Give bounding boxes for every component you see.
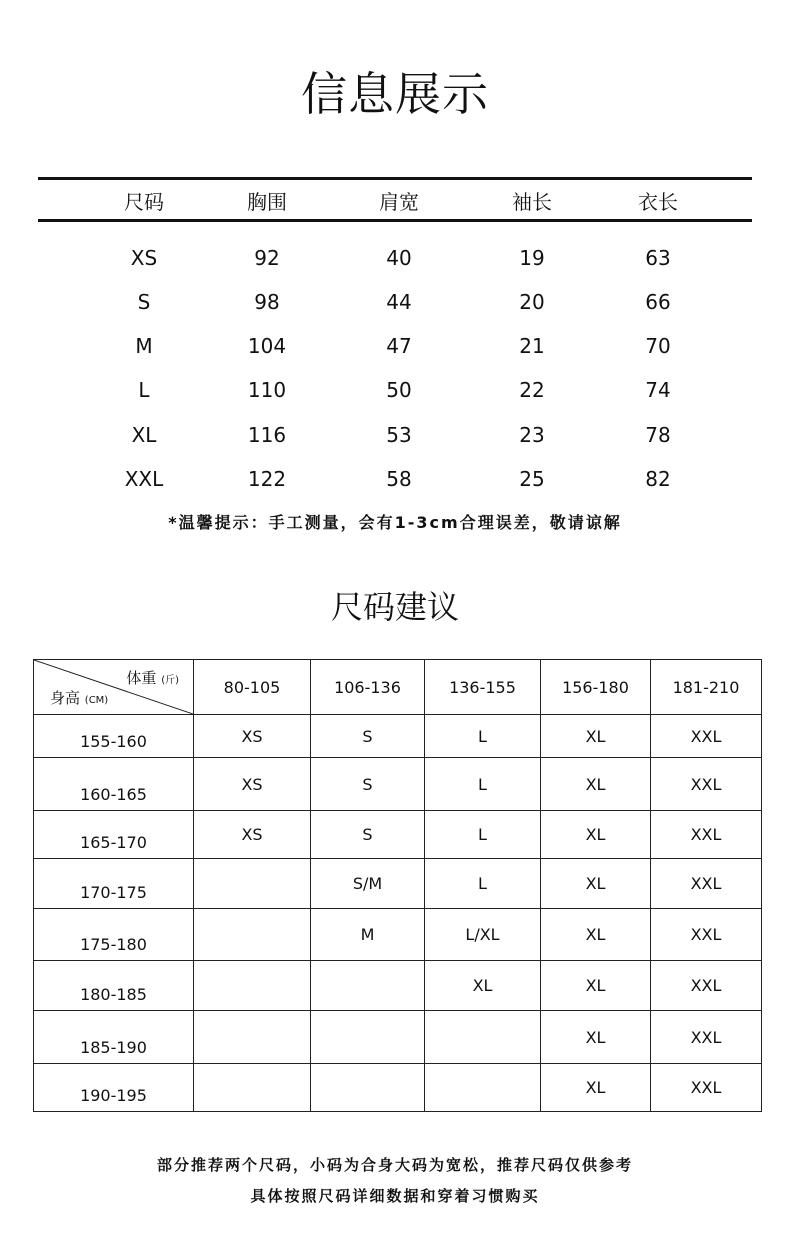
chest-cell: 98 — [254, 290, 280, 314]
table-row — [0, 459, 790, 499]
size-cell: L/XL — [425, 909, 541, 961]
table-row — [0, 415, 790, 455]
size-cell — [194, 961, 311, 1011]
size-cell: XS — [194, 715, 311, 758]
size-cell: L — [425, 811, 541, 859]
size-cell: L — [138, 378, 150, 402]
size-cell: L — [425, 758, 541, 811]
size-cell: XXL — [651, 758, 762, 811]
size-cell — [194, 1011, 311, 1064]
size-cell: XL — [541, 811, 651, 859]
size-cell: XXL — [651, 909, 762, 961]
measurement-note: *温馨提示：手工测量，会有1-3cm合理误差，敬请谅解 — [168, 513, 622, 532]
weight-label: 体重 — [126, 669, 157, 687]
table-row — [0, 370, 790, 410]
table-row — [0, 326, 790, 366]
info-title: 信息展示 — [301, 67, 489, 121]
size-cell — [311, 1011, 425, 1064]
table-row — [34, 961, 762, 1011]
table-row — [34, 715, 762, 758]
size-cell: S/M — [311, 859, 425, 909]
size-cell: M — [311, 909, 425, 961]
height-range: 175-180 — [34, 909, 194, 961]
height-range: 165-170 — [34, 811, 194, 859]
length-cell: 66 — [645, 290, 671, 314]
size-cell — [311, 1064, 425, 1112]
weight-range: 80-105 — [194, 660, 311, 715]
table-row — [0, 238, 790, 278]
size-cell: XXL — [651, 1064, 762, 1112]
length-cell: 63 — [645, 246, 671, 270]
shoulder-cell: 47 — [386, 334, 412, 358]
height-range: 180-185 — [34, 961, 194, 1011]
sleeve-cell: 20 — [519, 290, 545, 314]
table-header-rule — [38, 219, 752, 222]
weight-range: 136-155 — [425, 660, 541, 715]
size-cell: XXL — [651, 715, 762, 758]
height-range: 185-190 — [34, 1011, 194, 1064]
table-row — [34, 811, 762, 859]
size-cell: S — [311, 715, 425, 758]
sleeve-cell: 22 — [519, 378, 545, 402]
table-row — [34, 909, 762, 961]
size-cell: XS — [130, 246, 158, 270]
height-range: 160-165 — [34, 758, 194, 811]
chest-cell: 122 — [247, 467, 287, 491]
shoulder-cell: 40 — [386, 246, 412, 270]
size-cell: XL — [541, 1064, 651, 1112]
size-cell: XL — [541, 909, 651, 961]
height-label: 身高 — [50, 689, 81, 707]
length-cell: 78 — [645, 423, 671, 447]
height-range: 190-195 — [34, 1064, 194, 1112]
weight-unit: (斤) — [161, 675, 179, 686]
recommend-note-line-2: 具体按照尺码详细数据和穿着习惯购买 — [250, 1187, 540, 1205]
size-cell — [425, 1064, 541, 1112]
weight-range: 156-180 — [541, 660, 651, 715]
header-sleeve: 袖长 — [512, 190, 552, 214]
size-cell — [194, 909, 311, 961]
size-cell: XS — [194, 758, 311, 811]
size-cell: S — [311, 811, 425, 859]
height-unit: (CM) — [84, 695, 109, 706]
length-cell: 70 — [645, 334, 671, 358]
size-cell — [425, 1011, 541, 1064]
size-recommend-table — [33, 659, 762, 1112]
size-cell: S — [137, 290, 151, 314]
shoulder-cell: 50 — [386, 378, 412, 402]
table-header-row — [34, 660, 762, 715]
shoulder-cell: 44 — [386, 290, 412, 314]
table-row — [34, 859, 762, 909]
table-row — [34, 758, 762, 811]
size-cell: XL — [541, 758, 651, 811]
table-row — [34, 1011, 762, 1064]
header-size: 尺码 — [124, 190, 164, 214]
sleeve-cell: 25 — [519, 467, 545, 491]
size-cell: M — [135, 334, 153, 358]
table-row — [0, 282, 790, 322]
size-cell: XXL — [124, 467, 164, 491]
size-cell — [194, 859, 311, 909]
size-cell: XXL — [651, 961, 762, 1011]
sleeve-cell: 23 — [519, 423, 545, 447]
recommend-note — [0, 1150, 790, 1212]
recommend-title: 尺码建议 — [330, 588, 459, 626]
size-cell — [311, 961, 425, 1011]
weight-axis-label — [126, 667, 179, 688]
weight-range: 181-210 — [651, 660, 762, 715]
height-range: 155-160 — [34, 715, 194, 758]
size-cell: XS — [194, 811, 311, 859]
corner-cell — [34, 660, 194, 715]
height-range: 170-175 — [34, 859, 194, 909]
table-top-rule — [38, 177, 752, 180]
length-cell: 74 — [645, 378, 671, 402]
size-cell: L — [425, 715, 541, 758]
size-cell: XXL — [651, 811, 762, 859]
size-cell: S — [311, 758, 425, 811]
sleeve-cell: 21 — [519, 334, 545, 358]
shoulder-cell: 58 — [386, 467, 412, 491]
info-header-row — [0, 182, 790, 222]
chest-cell: 116 — [247, 423, 287, 447]
recommend-note-line-1: 部分推荐两个尺码，小码为合身大码为宽松，推荐尺码仅供参考 — [156, 1156, 633, 1174]
size-cell: XL — [425, 961, 541, 1011]
length-cell: 82 — [645, 467, 671, 491]
shoulder-cell: 53 — [386, 423, 412, 447]
size-cell: XXL — [651, 859, 762, 909]
height-axis-label — [50, 687, 108, 708]
header-length: 衣长 — [638, 190, 678, 214]
size-cell: XL — [541, 715, 651, 758]
table-row — [34, 1064, 762, 1112]
header-chest: 胸围 — [247, 190, 287, 214]
size-cell: XL — [541, 1011, 651, 1064]
size-cell: XL — [541, 859, 651, 909]
size-cell: L — [425, 859, 541, 909]
header-shoulder: 肩宽 — [379, 190, 419, 214]
weight-range: 106-136 — [311, 660, 425, 715]
size-cell: XL — [131, 423, 157, 447]
chest-cell: 92 — [254, 246, 280, 270]
size-cell: XL — [541, 961, 651, 1011]
size-cell — [194, 1064, 311, 1112]
chest-cell: 104 — [247, 334, 287, 358]
size-cell: XXL — [651, 1011, 762, 1064]
sleeve-cell: 19 — [519, 246, 545, 270]
chest-cell: 110 — [247, 378, 287, 402]
